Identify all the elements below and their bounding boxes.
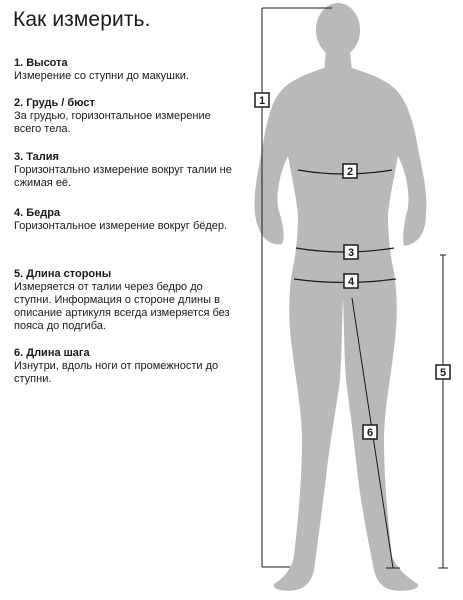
instruction-desc: За грудью, горизонтальное измерение всего тела. xyxy=(14,110,211,135)
silhouette-torso xyxy=(255,68,427,264)
instruction-desc: Горизонтально измерение вокруг талии не сжимая её. xyxy=(14,164,232,189)
instruction-desc: Горизонтальное измерение вокруг бёдер. xyxy=(14,220,228,232)
marker-1 xyxy=(255,93,269,107)
body-silhouette xyxy=(255,3,427,591)
marker-label: 1 xyxy=(258,95,266,107)
instruction-title: 4. Бедра xyxy=(14,207,61,219)
measure-outseam xyxy=(438,255,448,568)
marker-label: 2 xyxy=(346,166,354,178)
instruction-desc: Измерение со ступни до макушки. xyxy=(14,70,189,82)
marker-2 xyxy=(343,164,357,178)
marker-4 xyxy=(344,274,358,288)
marker-label: 4 xyxy=(347,276,355,288)
instruction-desc: Измеряется от талии через бедро до ступни. Информация о стороне длины в описание артикуля всегда измеряется без пояса до подгиба. xyxy=(14,281,230,332)
instruction-title: 2. Грудь / бюст xyxy=(14,97,95,109)
marker-label: 5 xyxy=(439,367,447,379)
instruction-title: 3. Талия xyxy=(14,151,59,163)
marker-label: 3 xyxy=(347,247,355,259)
instruction-desc: Изнутри, вдоль ноги от промежности до ступни. xyxy=(14,360,219,385)
instruction-title: 5. Длина стороны xyxy=(14,268,112,280)
marker-5 xyxy=(436,365,450,379)
marker-3 xyxy=(344,245,358,259)
marker-label: 6 xyxy=(366,427,374,439)
silhouette-head xyxy=(316,3,360,57)
instruction-title: 6. Длина шага xyxy=(14,347,90,359)
instruction-title: 1. Высота xyxy=(14,57,68,69)
silhouette-legs xyxy=(274,262,418,591)
marker-6 xyxy=(363,425,377,439)
page-title: Как измерить. xyxy=(13,8,151,31)
